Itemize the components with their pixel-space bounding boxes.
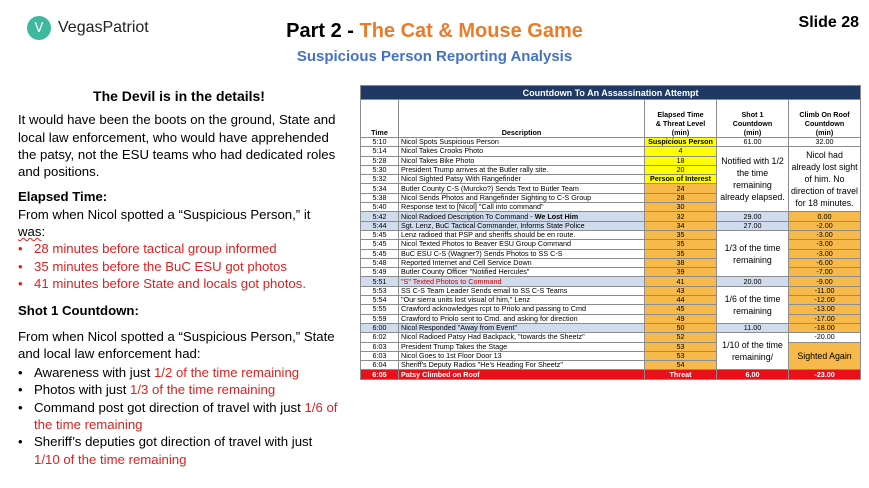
- cell-elapsed: 32: [645, 212, 717, 221]
- list-item: • 41 minutes before State and locals got photos.: [18, 275, 306, 291]
- cell-climb: -3.00: [789, 240, 861, 249]
- cell-elapsed: 34: [645, 221, 717, 230]
- cell-description: Nicol Takes Bike Photo: [399, 156, 645, 165]
- cell-time: 5:54: [361, 296, 399, 305]
- countdown-table: [360, 85, 861, 380]
- cell-time: 5:32: [361, 175, 399, 184]
- cell-time: 5:45: [361, 240, 399, 249]
- cell-climb: -17.00: [789, 314, 861, 323]
- cell-shot1: 27.00: [717, 221, 789, 230]
- cell-description: Nicol Radioed Patsy Had Backpack, "towards the Sheetz": [399, 333, 645, 342]
- cell-description: Butler County C-S (Murcko?) Sends Text to Butler Team: [399, 184, 645, 193]
- table-row: [361, 323, 861, 332]
- table-row: [361, 212, 861, 221]
- cell-description: Response text to [Nicol] "Call into command": [399, 203, 645, 212]
- cell-shot1: 20.00: [717, 277, 789, 286]
- cell-climb: -13.00: [789, 305, 861, 314]
- cell-time: 5:40: [361, 203, 399, 212]
- cell-elapsed: 50: [645, 323, 717, 332]
- cell-climb: -11.00: [789, 286, 861, 295]
- col-header-elapsed: Elapsed Time & Threat Level (min): [645, 100, 717, 138]
- cell-time: 5:45: [361, 230, 399, 239]
- cell-time: 5:10: [361, 138, 399, 147]
- cell-shot1-merged: Notified with 1/2 the time remaining already elapsed.: [717, 147, 789, 212]
- cell-time: 5:45: [361, 249, 399, 258]
- cell-climb-merged: Sighted Again: [789, 342, 861, 370]
- cell-elapsed: 20: [645, 165, 717, 174]
- cell-time: 5:14: [361, 147, 399, 156]
- cell-description: Nicol Goes to 1st Floor Door 13: [399, 351, 645, 360]
- cell-description: Butler County Officer "Notified Hercules": [399, 268, 645, 277]
- cell-description: Patsy Climbed on Roof: [399, 370, 645, 379]
- cell-description: Nicol Texted Photos to Beaver ESU Group Command: [399, 240, 645, 249]
- cell-time: 6:04: [361, 361, 399, 370]
- elapsed-list: [18, 240, 340, 292]
- cell-description: Nicol Sends Photos and Rangefinder Sighting to C-S Group: [399, 193, 645, 202]
- cell-time: 5:49: [361, 268, 399, 277]
- table-body: [361, 138, 861, 380]
- cell-climb: 0.00: [789, 212, 861, 221]
- cell-elapsed: 41: [645, 277, 717, 286]
- cell-climb-merged: Nicol had already lost sight of him. No direction of travel for 18 minutes.: [789, 147, 861, 212]
- cell-description: President Trump arrives at the Butler rally site.: [399, 165, 645, 174]
- cell-description: Sgt. Lenz, BuC Tactical Commander, Informs State Police: [399, 221, 645, 230]
- cell-elapsed: 45: [645, 305, 717, 314]
- cell-climb: 32.00: [789, 138, 861, 147]
- cell-climb: -3.00: [789, 249, 861, 258]
- cell-elapsed: 39: [645, 268, 717, 277]
- table-row: [361, 333, 861, 342]
- cell-elapsed: 53: [645, 342, 717, 351]
- cell-description: Nicol Spots Suspicious Person: [399, 138, 645, 147]
- cell-time: 6:03: [361, 351, 399, 360]
- col-header-shot1: Shot 1 Countdown (min): [717, 100, 789, 138]
- list-item: • Sheriff’s deputies got direction of travel with just 1/10 of the time remaining: [18, 434, 313, 467]
- cell-time: 6:00: [361, 323, 399, 332]
- cell-elapsed: 49: [645, 314, 717, 323]
- cell-time: 5:48: [361, 258, 399, 267]
- cell-elapsed: 54: [645, 361, 717, 370]
- table-row: [361, 230, 861, 239]
- cell-time: 5:44: [361, 221, 399, 230]
- cell-description: Crawford to Priolo sent to Cmd. and asking for direction: [399, 314, 645, 323]
- cell-elapsed: 24: [645, 184, 717, 193]
- brand-name: VegasPatriot: [58, 19, 149, 36]
- cell-description: Nicol Responded "Away from Event": [399, 323, 645, 332]
- cell-description: Reported Internet and Cell Service Down: [399, 258, 645, 267]
- slide-number: Slide 28: [798, 14, 859, 31]
- cell-elapsed: 28: [645, 193, 717, 202]
- cell-elapsed: Person of Interest: [645, 175, 717, 184]
- cell-elapsed: 44: [645, 296, 717, 305]
- cell-elapsed: 35: [645, 249, 717, 258]
- cell-shot1: 6.00: [717, 370, 789, 379]
- cell-shot1-merged: 1/6 of the time remaining: [717, 286, 789, 323]
- shot1-text: From when Nicol spotted a “Suspicious Person,” State and local law enforcement had:: [18, 328, 335, 361]
- cell-elapsed: 38: [645, 258, 717, 267]
- cell-time: 5:38: [361, 193, 399, 202]
- cell-description: "S" Texted Photos to Command: [399, 277, 645, 286]
- title-highlight: The Cat & Mouse Game: [359, 20, 583, 42]
- cell-elapsed: 53: [645, 351, 717, 360]
- cell-shot1: 29.00: [717, 212, 789, 221]
- left-text-panel: [18, 88, 340, 468]
- cell-time: 5:28: [361, 156, 399, 165]
- countdown-table-wrapper: [360, 85, 860, 380]
- table-row: [361, 147, 861, 156]
- intro-paragraph: It would have been the boots on the ground, State and local law enforcement, who would have apprehended the patsy, not the ESU teams who had dedicated roles and positions.: [18, 112, 336, 180]
- cell-elapsed: 43: [645, 286, 717, 295]
- cell-elapsed: 4: [645, 147, 717, 156]
- cell-description: SS C-S Team Leader Sends email to SS C-S Teams: [399, 286, 645, 295]
- cell-elapsed: Suspicious Person: [645, 138, 717, 147]
- cell-description: Sheriff's Deputy Radios "He's Heading For Sheetz": [399, 361, 645, 370]
- cell-description: Nicol Takes Crooks Photo: [399, 147, 645, 156]
- list-item: • Command post got direction of travel with just 1/6 of the time remaining: [18, 399, 338, 433]
- cell-time: 6:03: [361, 342, 399, 351]
- col-header-climb: Climb On Roof Countdown (min): [789, 100, 861, 138]
- cell-shot1: 61.00: [717, 138, 789, 147]
- cell-time: 5:55: [361, 305, 399, 314]
- slide-subtitle: Suspicious Person Reporting Analysis: [296, 48, 573, 65]
- cell-time: 5:51: [361, 277, 399, 286]
- table-row: [361, 138, 861, 147]
- cell-time: 5:53: [361, 286, 399, 295]
- cell-description: "Our sierra units lost visual of him," Lenz: [399, 296, 645, 305]
- cell-climb: -12.00: [789, 296, 861, 305]
- brand-icon: V: [27, 16, 51, 40]
- cell-elapsed: 52: [645, 333, 717, 342]
- cell-description: Nicol Radioed Description To Command - We Lost Him: [399, 212, 645, 221]
- cell-climb: -3.00: [789, 230, 861, 239]
- brand-logo: [27, 16, 149, 40]
- cell-time: 5:34: [361, 184, 399, 193]
- list-item: • Awareness with just 1/2 of the time remaining: [18, 365, 300, 381]
- list-item: • Photos with just 1/3 of the time remaining: [18, 382, 276, 398]
- cell-description: Lenz radioed that PSP and sheriffs should be en route.: [399, 230, 645, 239]
- details-heading: The Devil is in the details!: [93, 88, 265, 104]
- shot1-heading: Shot 1 Countdown:: [18, 303, 139, 319]
- table-title: Countdown To An Assassination Attempt: [361, 86, 861, 100]
- table-row-final: [361, 370, 861, 379]
- col-header-time: Time: [361, 100, 399, 138]
- col-header-description: Description: [399, 100, 645, 138]
- list-item: • 28 minutes before tactical group informed: [18, 241, 277, 257]
- elapsed-heading: Elapsed Time:: [18, 189, 108, 205]
- title-part: Part 2 -: [286, 20, 360, 42]
- cell-climb: -7.00: [789, 268, 861, 277]
- cell-description: BuC ESU C-S (Wagner?) Sends Photos to SS C-S: [399, 249, 645, 258]
- cell-elapsed: 35: [645, 240, 717, 249]
- cell-shot1-merged: 1/3 of the time remaining: [717, 230, 789, 276]
- cell-elapsed: Threat: [645, 370, 717, 379]
- cell-time: 6:05: [361, 370, 399, 379]
- cell-elapsed: 35: [645, 230, 717, 239]
- cell-time: 5:42: [361, 212, 399, 221]
- cell-climb: -6.00: [789, 258, 861, 267]
- cell-time: 5:59: [361, 314, 399, 323]
- slide-title: [150, 20, 719, 43]
- cell-time: 6:02: [361, 333, 399, 342]
- cell-climb: -2.00: [789, 221, 861, 230]
- list-item: • 35 minutes before the BuC ESU got photos: [18, 258, 287, 274]
- cell-shot1-merged: 1/10 of the time remaining/: [717, 333, 789, 370]
- cell-time: 5:30: [361, 165, 399, 174]
- cell-climb: -9.00: [789, 277, 861, 286]
- table-row: [361, 277, 861, 286]
- cell-climb: -18.00: [789, 323, 861, 332]
- table-row: [361, 286, 861, 295]
- cell-description: Crawford acknowledges rcpt to Priolo and passing to Cmd: [399, 305, 645, 314]
- shot1-list: [18, 364, 340, 468]
- cell-description: President Trump Takes the Stage: [399, 342, 645, 351]
- cell-elapsed: 30: [645, 203, 717, 212]
- cell-description: Nicol Sighted Patsy With Rangefinder: [399, 175, 645, 184]
- table-row: [361, 221, 861, 230]
- cell-elapsed: 18: [645, 156, 717, 165]
- cell-climb: -23.00: [789, 370, 861, 379]
- cell-shot1: 11.00: [717, 323, 789, 332]
- cell-climb: -20.00: [789, 333, 861, 342]
- elapsed-text: From when Nicol spotted a “Suspicious Person,” it was:: [18, 206, 311, 240]
